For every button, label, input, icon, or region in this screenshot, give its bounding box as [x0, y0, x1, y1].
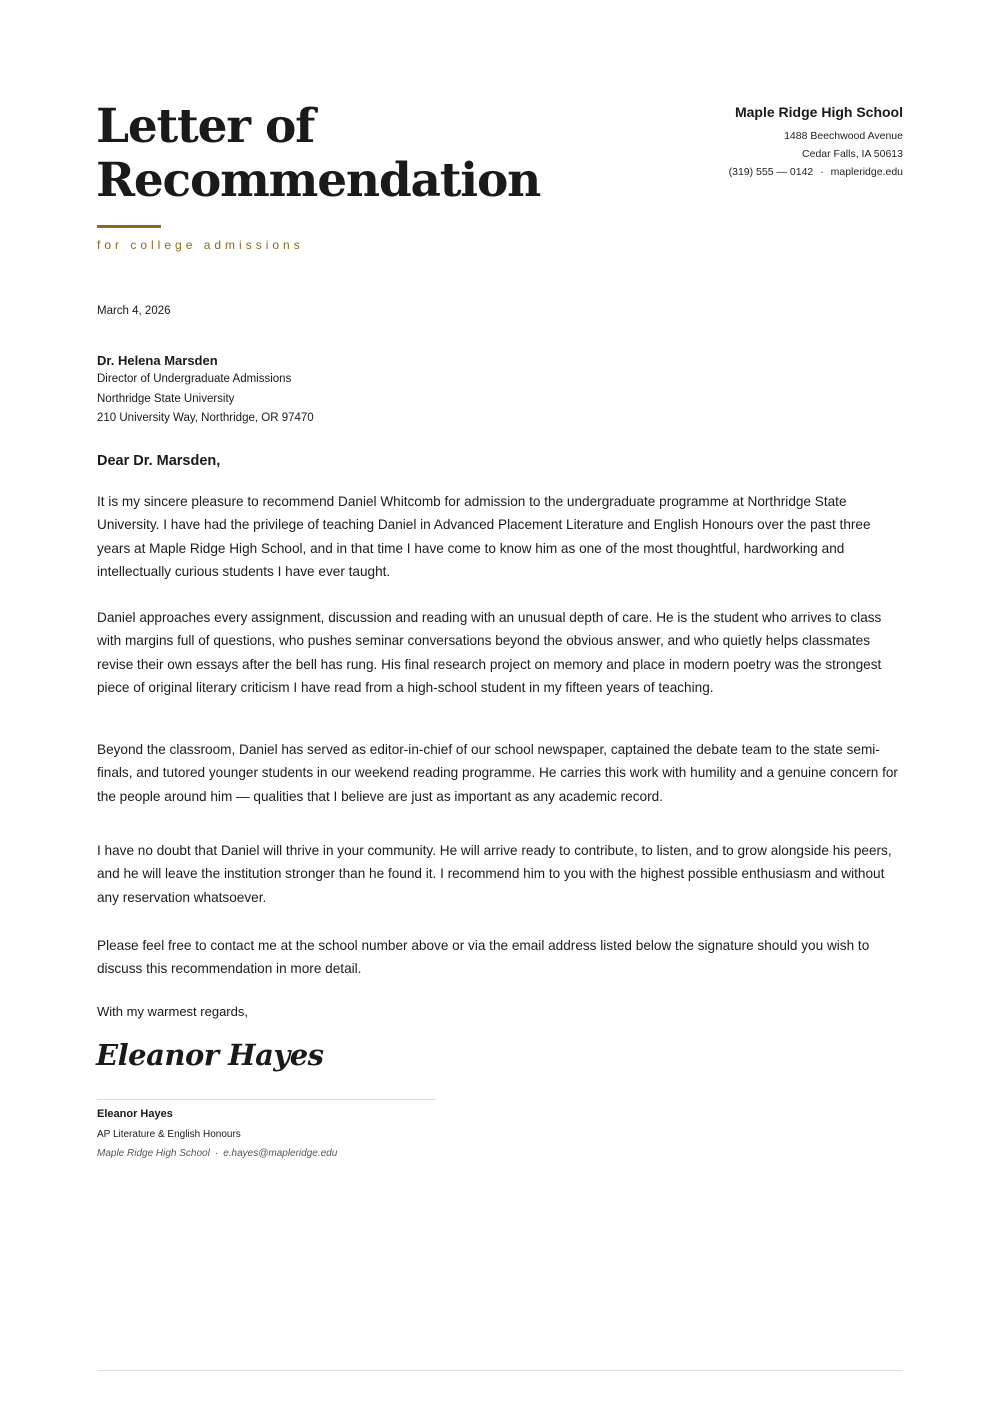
signature-rule [97, 1099, 436, 1100]
closing: With my warmest regards, [97, 1004, 248, 1019]
salutation: Dear Dr. Marsden, [97, 453, 221, 469]
signer-name: Eleanor Hayes [97, 1108, 173, 1120]
signer-school: Maple Ridge High School [97, 1148, 210, 1159]
signer-email-link[interactable]: e.hayes@mapleridge.edu [223, 1148, 338, 1159]
body-paragraph: Beyond the classroom, Daniel has served as editor-in-chief of our school newspaper, captained the debate team to the state semi-finals, and tutored younger students in our weekend reading programme. He carries this work with humility and a genuine concern for the people around him — qualities that I believe are just as important as any academic record. [97, 742, 898, 804]
school-website-link[interactable]: mapleridge.edu [830, 166, 903, 178]
recipient-address: 210 University Way, Northridge, OR 97470 [97, 412, 314, 424]
school-phone: (319) 555 — 0142 [728, 166, 814, 178]
signer-block [97, 1106, 337, 1163]
letter-subtitle: for college admissions [97, 238, 304, 252]
signer-separator: · [214, 1148, 219, 1159]
recipient-block [97, 351, 314, 429]
recipient-title: Director of Undergraduate Admissions [97, 373, 292, 385]
school-address: 1488 Beechwood Avenue [784, 130, 903, 142]
signer-contact [97, 1145, 337, 1163]
signer-title: AP Literature & English Honours [97, 1129, 241, 1140]
body-paragraph: Daniel approaches every assignment, discussion and reading with an unusual depth of care. He is the student who arrives to class with margins full of questions, who pushes seminar conversations beyond the obvious answer, and who quietly helps classmates revise their own essays after the bell has rung. His final research project on memory and place in modern poetry was the strongest piece of original literary criticism I have read from a high-school student in my fifteen years of teaching. [97, 610, 882, 695]
body-paragraph: It is my sincere pleasure to recommend Daniel Whitcomb for admission to the undergraduate programme at Northridge State University. I have had the privilege of teaching Daniel in Advanced Placement Literature and English Honours over the past three years at Maple Ridge High School, and in that time I have come to know him as one of the most thoughtful, hardworking and intellectually curious students I have ever taught. [97, 494, 871, 579]
school-city: Cedar Falls, IA 50613 [802, 148, 903, 160]
handwritten-signature: Eleanor Hayes [96, 1038, 324, 1072]
title-accent-rule [97, 225, 161, 228]
title-line-2: Recommendation [96, 153, 541, 208]
recipient-name: Dr. Helena Marsden [97, 353, 218, 368]
footer-rule [97, 1370, 903, 1371]
body-paragraph: Please feel free to contact me at the school number above or via the email address listed below the signature should you wish to discuss this recommendation in more detail. [97, 938, 870, 977]
recipient-institution: Northridge State University [97, 392, 235, 405]
letter-title [96, 100, 540, 208]
school-contact [729, 163, 903, 181]
title-line-1: Letter of [96, 99, 315, 154]
letter-date: March 4, 2026 [97, 305, 171, 317]
school-letterhead [729, 103, 903, 181]
body-paragraph: I have no doubt that Daniel will thrive in your community. He will arrive ready to contribute, to listen, and to grow alongside his peers, and he will leave the institution stronger than he found it. I recommend him to you with the highest possible enthusiasm and without any reservation whatsoever. [97, 843, 892, 905]
school-name: Maple Ridge High School [734, 104, 903, 120]
contact-separator: · [820, 166, 824, 178]
